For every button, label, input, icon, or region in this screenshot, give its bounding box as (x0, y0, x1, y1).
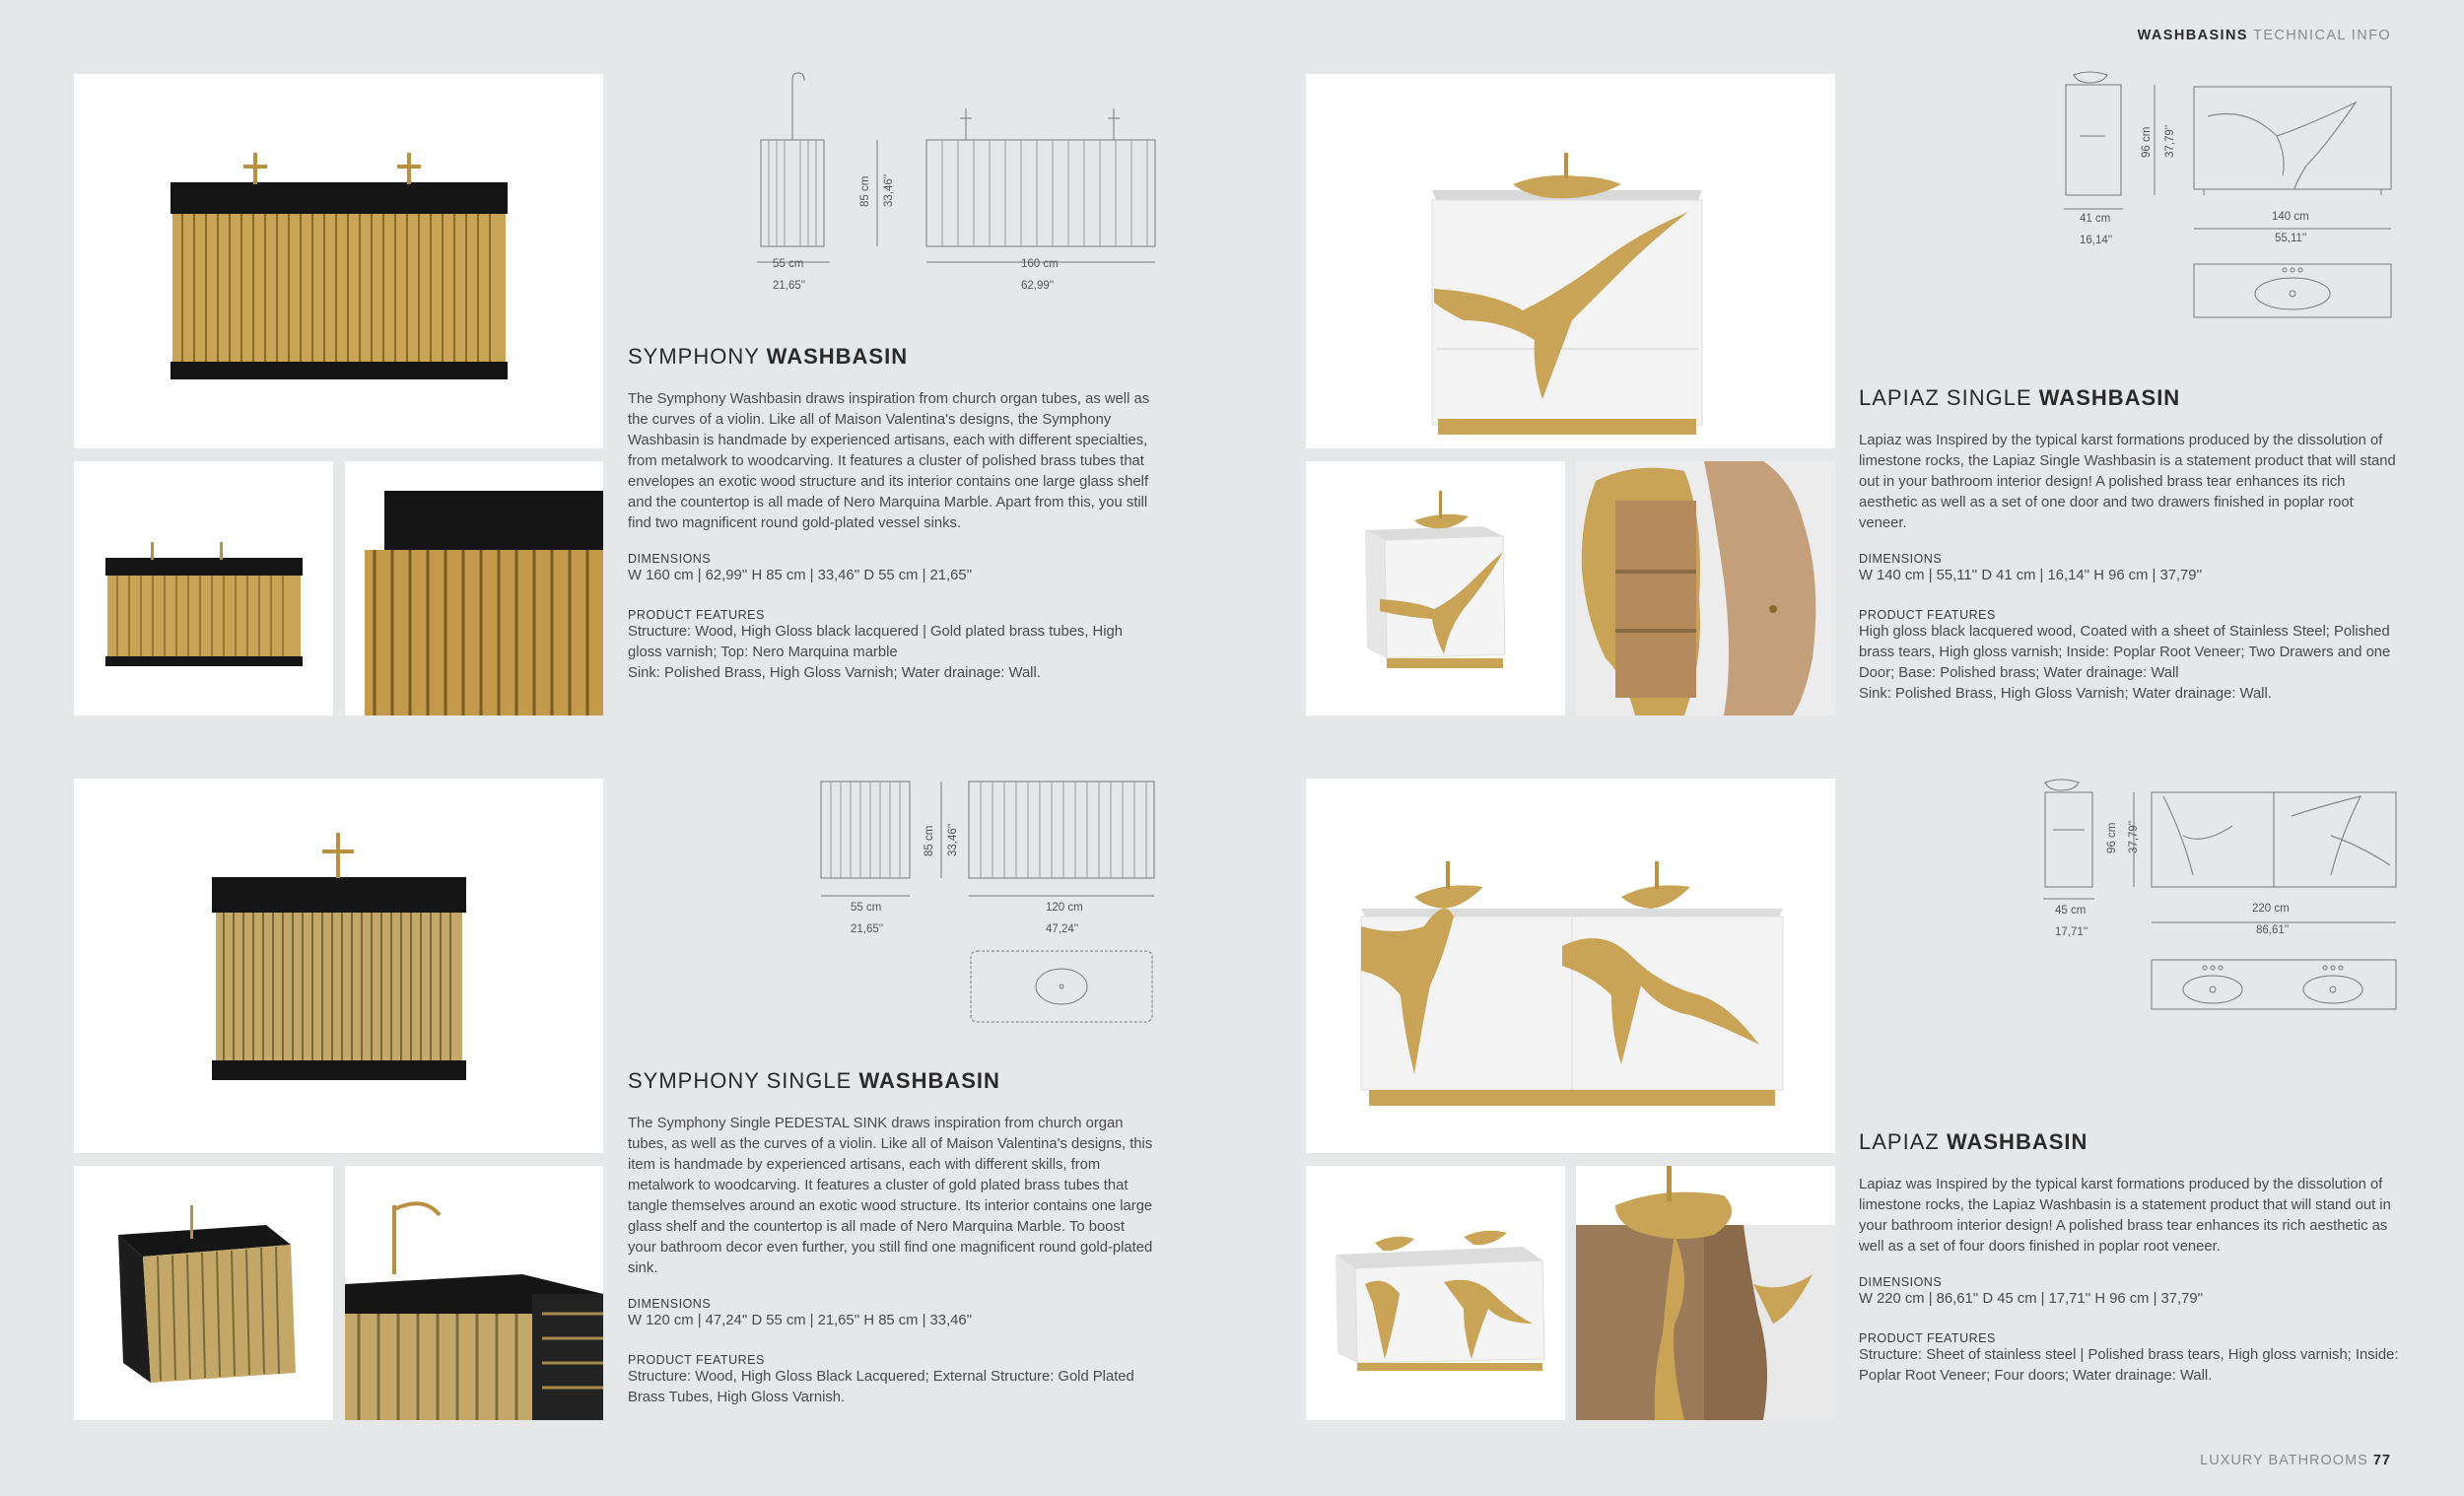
symphony-side-photo (74, 461, 333, 715)
lapiaz-detail-photo (1576, 1166, 1835, 1420)
symphony-single-height-cm: 85 cm (924, 825, 935, 856)
symphony-dimensions: W 160 cm | 62,99'' H 85 cm | 33,46'' D 55 cm | 21,65'' (628, 568, 973, 583)
lapiaz-width-cm: 220 cm (2252, 903, 2290, 915)
page-header (2138, 28, 2391, 43)
lapiaz-single-width-in: 55,11'' (2275, 233, 2307, 244)
symphony-single-depth-cm: 55 cm (851, 902, 882, 914)
lapiaz-dimensions: W 220 cm | 86,61'' D 45 cm | 17,71'' H 96 cm | 37,79'' (1859, 1291, 2204, 1307)
symphony-single-main-photo (74, 779, 603, 1153)
symphony-features-2: Sink: Polished Brass, High Gloss Varnish; Water drainage: Wall. (628, 665, 1041, 681)
symphony-depth-in: 21,65'' (773, 280, 806, 292)
lapiaz-single-side-photo (1306, 461, 1565, 715)
symphony-dimensions-label: DIMENSIONS (628, 552, 712, 566)
symphony-technical-drawing (749, 69, 1163, 296)
lapiaz-single-features-2: Sink: Polished Brass, High Gloss Varnish; Water drainage: Wall. (1859, 686, 2272, 702)
lapiaz-single-width-cm: 140 cm (2272, 211, 2309, 223)
lapiaz-single-dimensions: W 140 cm | 55,11'' D 41 cm | 16,14'' H 96 cm | 37,79'' (1859, 568, 2203, 583)
symphony-single-technical-drawing (813, 774, 1168, 1030)
lapiaz-single-technical-drawing (2060, 67, 2400, 328)
symphony-single-features-label: PRODUCT FEATURES (628, 1353, 765, 1367)
symphony-single-title: SYMPHONY SINGLE WASHBASIN (628, 1068, 1000, 1093)
lapiaz-single-dimensions-label: DIMENSIONS (1859, 552, 1943, 566)
lapiaz-description: Lapiaz was Inspired by the typical karst formations produced by the dissolution of limestone rocks, the Lapiaz Washbasin is a statement product that will stand out in your bathroom interior design! A polished brass tear enhances its rich aesthetic as well as a set of four doors finished in poplar root veneer. (1859, 1177, 2391, 1255)
header-section: WASHBASINS (2137, 28, 2248, 43)
lapiaz-depth-in: 17,71'' (2055, 926, 2088, 938)
symphony-single-detail-photo (345, 1166, 603, 1420)
symphony-single-side-photo (74, 1166, 333, 1420)
symphony-height-cm: 85 cm (859, 175, 871, 207)
lapiaz-single-info (1859, 385, 2401, 705)
symphony-detail-photo (345, 461, 603, 715)
lapiaz-features-1: Structure: Sheet of stainless steel | Polished brass tears, High gloss varnish; Inside: Poplar Root Veneer; Four doors; Water drainage: Wall. (1859, 1347, 2399, 1384)
lapiaz-title: LAPIAZ WASHBASIN (1859, 1129, 2088, 1154)
lapiaz-height-in: 37,79'' (2128, 820, 2140, 853)
symphony-description: The Symphony Washbasin draws inspiration from church organ tubes, as well as the curves of a violin. Like all of Maison Valentina's designs, the Symphony Washbasin is handmade by experienced artisans, each with different specialties, from metalwork to woodcarving. It features a cluster of polished brass tubes that envelopes an exotic wood structure and its interior contains one large glass shelf and the countertop is all made of Nero Marquina Marble. Apart from this, you still find two magnificent round gold-plated vessel sinks. (628, 391, 1150, 531)
lapiaz-single-features-label: PRODUCT FEATURES (1859, 608, 1996, 622)
symphony-single-description: The Symphony Single PEDESTAL SINK draws inspiration from church organ tubes, as well as the curves of a violin. Like all of Maison Valentina's designs, this item is handmade by experienced artisans, each with different skills, from metalwork to woodcarving. It features a cluster of gold plated brass tubes that tangle themselves around an exotic wood structure. Its interior contains one large glass shelf and the countertop is all made of Nero Marquina Marble. To boost your bathroom decor even further, you still find one magnificent round gold-plated sink. (628, 1116, 1153, 1276)
symphony-title: SYMPHONY WASHBASIN (628, 344, 909, 369)
lapiaz-single-title: LAPIAZ SINGLE WASHBASIN (1859, 385, 2181, 410)
lapiaz-single-height-cm: 96 cm (2141, 126, 2153, 158)
symphony-single-width-in: 47,24'' (1046, 923, 1079, 935)
lapiaz-technical-drawing (2035, 777, 2405, 1018)
symphony-width-cm: 160 cm (1021, 258, 1059, 270)
symphony-single-width-cm: 120 cm (1046, 902, 1083, 914)
lapiaz-single-depth-cm: 41 cm (2080, 213, 2111, 225)
symphony-depth-cm: 55 cm (773, 258, 804, 270)
symphony-single-height-in: 33,46'' (947, 823, 959, 856)
page-number: 77 (2372, 1453, 2391, 1468)
lapiaz-features-label: PRODUCT FEATURES (1859, 1331, 1996, 1345)
symphony-features-1: Structure: Wood, High Gloss black lacquered | Gold plated brass tubes, High gloss varnish; Top: Nero Marquina marble (628, 624, 1123, 660)
lapiaz-single-description: Lapiaz was Inspired by the typical karst formations produced by the dissolution of limestone rocks, the Lapiaz Single Washbasin is a statement product that will stand out in your bathroom interior design! A polished brass tear enhances its rich aesthetic as well as a set of one door and two drawers finished in poplar root veneer. (1859, 433, 2396, 531)
symphony-single-info (628, 1068, 1155, 1408)
page-footer (2200, 1453, 2391, 1468)
symphony-single-features-1: Structure: Wood, High Gloss Black Lacquered; External Structure: Gold Plated Brass Tubes, High Gloss Varnish. (628, 1369, 1134, 1405)
lapiaz-single-height-in: 37,79'' (2164, 124, 2176, 158)
symphony-width-in: 62,99'' (1021, 280, 1055, 292)
symphony-single-dimensions-label: DIMENSIONS (628, 1297, 712, 1311)
lapiaz-width-in: 86,61'' (2256, 924, 2290, 936)
lapiaz-info (1859, 1129, 2401, 1387)
lapiaz-single-features-1: High gloss black lacquered wood, Coated with a sheet of Stainless Steel; Polished brass tears, High gloss varnish; Inside: Poplar Root Veneer; Two Drawers and one Door; Base: Polished brass; Water drainage: Wall (1859, 624, 2391, 681)
lapiaz-dimensions-label: DIMENSIONS (1859, 1275, 1943, 1289)
symphony-main-photo (74, 74, 603, 448)
lapiaz-height-cm: 96 cm (2106, 822, 2118, 853)
symphony-features-label: PRODUCT FEATURES (628, 608, 765, 622)
symphony-single-depth-in: 21,65'' (851, 923, 884, 935)
symphony-single-dimensions: W 120 cm | 47,24'' D 55 cm | 21,65'' H 85 cm | 33,46'' (628, 1313, 973, 1328)
lapiaz-single-depth-in: 16,14'' (2080, 235, 2113, 246)
symphony-height-in: 33,46'' (883, 173, 895, 207)
footer-label: LUXURY BATHROOMS (2200, 1453, 2368, 1468)
symphony-info (628, 344, 1155, 684)
header-subtitle: TECHNICAL INFO (2253, 28, 2391, 43)
lapiaz-side-photo (1306, 1166, 1565, 1420)
lapiaz-single-detail-photo (1576, 461, 1835, 715)
lapiaz-depth-cm: 45 cm (2055, 905, 2087, 917)
lapiaz-main-photo (1306, 779, 1835, 1153)
lapiaz-single-main-photo (1306, 74, 1835, 448)
